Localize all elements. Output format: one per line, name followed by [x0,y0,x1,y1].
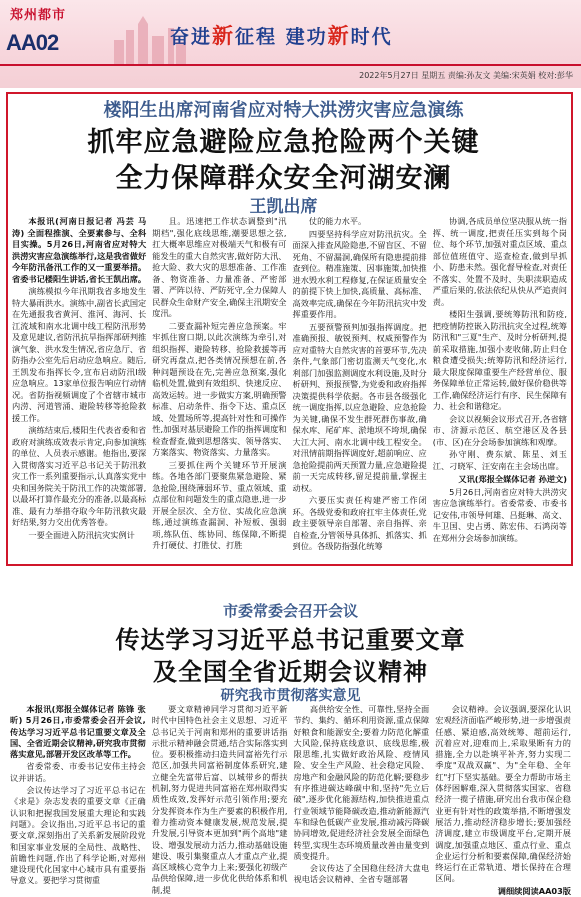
masthead [0,0,581,88]
article2-column-1 [10,704,146,886]
paragraph: 会议传达学习了习近平总书记在《求是》杂志发表的重要文章《正确认识和把握我国发展重大理论和实践问题》。会议指出,习近平总书记的重要文章,深刻指出了关系新发展阶段党和国家事业发展的全局性、战略性、前瞻性问题,作出了科学论断,对郑州建设现代化国家中心城市具有重要指导意义。要把学习贯彻重 [10,785,146,886]
paragraph: 5月26日,河南省应对特大洪涝灾害应急演练举行。省委常委、市委书记安伟,市领导何雄、吕挺琳、高文、牛卫国、史占勇、陈宏伟、石鸿岗等在郑州分会场参加演练。 [432,486,567,543]
page-number: AA02 [6,30,59,55]
header-divider [0,64,581,66]
byline: 又讯(郑报全媒体记者 孙逆文) [458,474,567,484]
paragraph: 楼阳生强调,要统筹防汛和防疫,把疫情防控嵌入防汛抗灾全过程,统筹防汛和"三夏"生产、及时分析研判,提前采取措施,加强小麦收储,防止归仓粮食遭受损失;统筹防汛和经济运行,最大限度保障重要生产经营单位、服务保障单位正常运转,做好保价稳供等工作,确保经济运行有序、民生保障有力、社会和谐稳定。 [432,309,567,411]
paragraph: 且。迅速把工作状态调整到"汛期档",强化底线思维,潮要思想之弦,扛大概率思维应对极端天气和极有可能发生的重大自然灾害,做好防大汛、抢大险、救大灾的思想准备、工作准备、物资准备、力量准备、严密部署、严阵以待、严防死守,全力保障人民群众生命财产安全,确保主汛期安全度汛。 [152,216,287,318]
article2-body [10,704,571,896]
paragraph: 一要全面进入防汛抗灾实例计 [28,529,135,540]
article-column-2 [152,216,286,561]
paragraph: 省委常委、市委书记安伟主持会议并讲话。 [10,761,146,783]
article-column-3 [293,216,427,561]
paragraph: 孙守刚、费东斌、陈星、刘玉江、刁晓军、汪安南在主会场出席。 [432,449,567,471]
continued-note[interactable]: 调细续阅读AA03版 [497,885,571,896]
article2-title-line2: 及全国全省近期会议精神 [153,658,428,686]
paragraph: 演练结束后,楼阳生代表省委和省政府对演练成效表示肯定,向参加演练的单位、人员表示感谢。他指出,要深入贯彻落实习近平总书记关于防汛救灾工作一系列重要指示,认真落实党中央和国务院关于防汛工作的决策部署,以最坏打算作最充分的准备,以最高标准、最有力举措夺取今年防汛救灾最好结果,努力交出优秀答卷。 [12,425,147,527]
article2-title-line1: 传达学习习近平总书记重要文章 [115,626,466,654]
paragraph: 三要抓住两个关键环节开展演练。各地各部门要聚焦紧急避险、紧急抢险,围绕薄弱环节、重点领域、重点部位和问题发生的重点隐患,进一步开展全层次、全方位、实战化应急演练,通过演练查漏洞、补短板、强弱项,练队伍、练协同、练保障,不断提升打硬仗、打胜仗、打胜 [152,459,287,550]
article-column-4 [433,216,567,561]
newspaper-logo: 郑州都市 [10,8,67,23]
article-column-1 [12,216,146,561]
dateline: 2022年5月27日 星期五 责编:孙友文 美编:宋英娟 校对:彭华 [359,71,573,80]
paragraph: 本报讯(河南日报记者 冯芸 马涛) 全面程推演、全要素参与、全科目实操。5月26日,河南省应对特大洪涝灾害应急演练举行,这是我省做好今年防汛备汛工作的又一重要举措。省委书记楼阳生讲话,省长王凯出席。 [12,216,147,284]
article2-subtitle: 研究我市贯彻落实意见 [220,688,361,704]
paragraph: 演练模拟今年汛期我省多地发生特大暴雨洪水。演练中,副省长武国定在先通报我省黄河、淮河、海河、长江流域和南水北调中线工程防汛形势及意见建议,省防汛抗旱指挥部研判推演气象、洪水发生情况,省应急厅、省防指办公室先后启动应急响应。随后,王凯发布指挥长令,宣布启动防汛Ⅰ级应急响应。13家单位报告响应行动情况。省防指视频调度了个省辖市城市内涝、河道管涌、避险转移等抢险救援工作。 [12,286,147,423]
lead-article-body [12,216,567,561]
paragraph: 会议以视频会议形式召开,各省辖市、济源示范区、航空港区及各县(市、区)在分会场参加演练和观摩。 [432,413,567,447]
slogan: 奋进新征程 建功新时代 [170,24,393,48]
article2-column-3 [293,704,430,885]
paragraph: 要文章精神同学习贯彻习近平新时代中国特色社会主义思想、习近平总书记关于河南和郑州的重要讲话指示批示精神融会贯通,结合实际落实到位。要积极推动扫造共同富裕先行示范区,加强共同富裕制度体系研究,建立健全先富带后富、以城带乡的帮扶机制,努力促进共同富裕在郑州取得实质性成效,发挥好示范引领作用;要充分发挥资本作为生产要素的积极作用,着力推动资本健康发展,规范发展,提升发展,引导资本更加到"两个高地"建设、增强发展动力活力,推动基础设施建设、吸引集聚重点人才重点产业,提高区域核心竞争力上来;要强化初级产品供给保障,进一步优化供给体系和机制,提 [151,704,288,895]
paragraph: 六要压实责任构建严密工作闭环。各级党委和政府扛牢主体责任,党政主要领导亲自部署、亲自指挥、亲自检查,分管领导具体抓、抓落实、抓到位。各级防指强化统筹 [292,495,427,551]
article-title-line2: 全力保障群众安全河湖安澜 [115,163,452,194]
paragraph: 会议精神。会议强调,要深化认识宏观经济面临严峻形势,进一步增强责任感、紧迫感,高效统筹、超前运行,沉着应对,迎难而上,采取果断有力的措施,全力以赴填平补齐,努力实现二季度"双战双赢"、为"全年稳、全年红"打下坚实基础。要全力帮助市场主体纾困解难,深入贯彻落实国家、省稳经济一揽子措施,研究出台我市保企稳业更有针对性的政策举措,不断增强发展活力,推动经济稳步增长;要加强经济调度,建立市级调度平台,定期开展调度,加强重点地区、重点行业、重点企业运行分析和要素保障,确保经济始终运行在正常轨道、增长保持在合理区间。 [435,704,571,884]
article2-column-2 [151,704,288,895]
article2-column-4 [435,704,571,896]
article-pretitle: 楼阳生出席河南省应对特大洪涝灾害应急演练 [103,100,464,121]
paragraph: 协调,各成员单位坚决服从统一指挥、统一调度,把责任压实到每个岗位、每个环节,加强对重点区域、重点部位值班值守、巡查检查,做到早抓小、防患未然。强化督导检查,对责任不落实、处置不及时、失职渎职造成严重后果的,依法依纪从快从严追责问责。 [432,216,567,307]
paragraph: 四要坚持科学应对防汛抗灾。全面深入排查风险隐患,不留盲区、不留死角、不留漏洞,确保所有隐患提前排查到位。精准施策、因事施策,加快推进水毁水利工程修复,在保证质量安全的前提下快上加快,高质量、高标准、高效率完成,确保在今年防汛抗灾中发挥重要作用。 [292,228,427,319]
paragraph: 二要查漏补短完善应急预案。牢牢抓住窗口期,以此次演练为牵引,对组织指挥、避险转移、抢险救援等再研究再盘点,把各类情况预想在前,各种问题预设在先,完善应急预案,强化临机处置,做到有效组织、快速反应、高效运转。进一步做实方案,明确预警标准、启动条件、指令下达、重点区域、处置场所等,提高针对性和可操作性,加强对基层避险工作的指挥调度和检查督查,做到思想落实、领导落实、方案落实、物资落实、力量落实。 [152,320,287,457]
paragraph: 会议传达了全国稳住经济大盘电视电话会议精神、全省专题部署 [293,863,430,885]
article-subtitle: 王凯出席 [249,197,318,217]
article2-pretitle: 市委常委会召开会议 [222,602,358,620]
paragraph: 高供给安全性、可靠性,坚持全面节约、集约、循环利用资源,重点保障好粮食和能源安全;要着力防范化解重大风险,保持底线意识、底线思维,极限思维,扎实做好政治风险、疫情风险、安全生产风险、社会稳定风险、房地产和金融风险的防范化解;要稳步有序推进碳达峰碳中和,坚持"先立后破",逐步优化能源结构,加快推进重点行业领域节能降碳改造,推动新能源汽车和绿色低碳产业发展,推动减污降碳协同增效,促进经济社会发展全面绿色转型,实现生态环境质量改善由量变到质变提升。 [293,704,430,861]
article-title-line1: 抓牢应急避险应急抢险两个关键 [87,127,480,158]
paragraph: 本报讯(郑报全媒体记者 陈锋 张昕) 5月26日,市委常委会召开会议,传达学习习近平总书记重要文章及全国、全省近期会议精神,研究我市贯彻落实意见,部署开发区改革等工作。 [10,704,146,760]
paragraph: 五要预警预判加强指挥调度。把准确预报、敏锐预判、权威预警作为应对重特大自然灾害的首要环节,先决条件,气象部门密切监测天气变化,水利部门加强监测调度水利设施,及时分析研判、预报预警,为党委和政府指挥决策提供科学依据。各市县各级强化统一调度指挥,以应急避险、应急抢险为关键,确保不发生群死群伤事故,确保水库、尾矿库、淤地坝不垮坝,确保大江大河、南水北调中线工程安全。对汛情前期指挥调度好,超前响应、应急抢险提前两天预置力量,应急避险提前一天完成转移,留足提前量,掌握主动权。 [292,321,427,493]
paragraph: 仗的能力水平。 [308,216,367,226]
